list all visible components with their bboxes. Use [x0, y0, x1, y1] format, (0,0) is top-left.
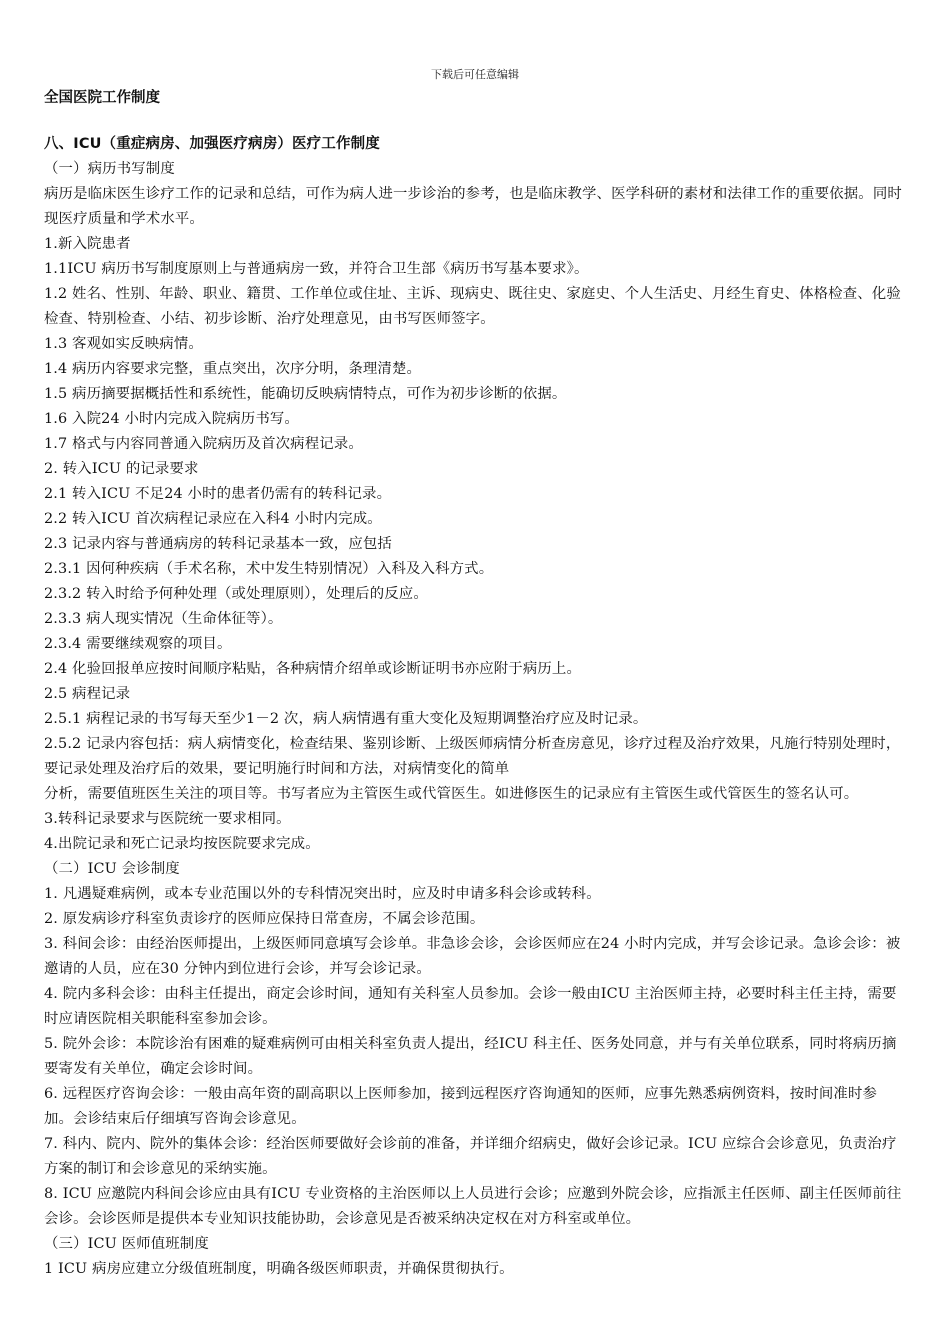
paragraph: 2. 原发病诊疗科室负责诊疗的医师应保持日常查房，不属会诊范围。: [44, 911, 485, 927]
paragraph: 1.7 格式与内容同普通入院病历及首次病程记录。: [44, 436, 363, 452]
paragraph: 7. 科内、院内、院外的集体会诊：经治医师要做好会诊前的准备，并详细介绍病史，做好会诊记录。ICU 应综合会诊意见，负责治疗方案的制订和会诊意见的采纳实施。: [44, 1136, 897, 1177]
paragraph: 3.转科记录要求与医院统一要求相同。: [44, 811, 291, 827]
document-title: 全国医院工作制度: [44, 90, 160, 106]
paragraph: 分析，需要值班医生关注的项目等。书写者应为主管医生或代管医生。如进修医生的记录应有主管医生或代管医生的签名认可。: [44, 786, 859, 802]
paragraph: 2.3.4 需要继续观察的项目。: [44, 636, 232, 652]
paragraph: 1.3 客观如实反映病情。: [44, 336, 203, 352]
paragraph: 1.1ICU 病历书写制度原则上与普通病房一致，并符合卫生部《病历书写基本要求》。: [44, 261, 589, 277]
paragraph: 1.2 姓名、性别、年龄、职业、籍贯、工作单位或住址、主诉、现病史、既往史、家庭史、个人生活史、月经生育史、体格检查、化验检查、特别检查、小结、初步诊断、治疗处理意见，由书写医师签字。: [44, 286, 901, 327]
paragraph: 2. 转入ICU 的记录要求: [44, 461, 199, 477]
paragraph: 1.4 病历内容要求完整，重点突出，次序分明，条理清楚。: [44, 361, 422, 377]
section-title: 八、ICU（重症病房、加强医疗病房）医疗工作制度: [44, 136, 380, 152]
paragraph: 1. 凡遇疑难病例，或本专业范围以外的专科情况突出时，应及时申请多科会诊或转科。: [44, 886, 601, 902]
paragraph: （三）ICU 医师值班制度: [44, 1236, 209, 1252]
paragraph: 2.3.1 因何种疾病（手术名称，术中发生特别情况）入科及入科方式。: [44, 561, 494, 577]
paragraph: 4. 院内多科会诊：由科主任提出，商定会诊时间，通知有关科室人员参加。会诊一般由ICU 主治医师主持，必要时科主任主持，需要时应请医院相关职能科室参加会诊。: [44, 986, 897, 1027]
paragraph: 2.4 化验回报单应按时间顺序粘贴，各种病情介绍单或诊断证明书亦应附于病历上。: [44, 661, 581, 677]
paragraph: 1.6 入院24 小时内完成入院病历书写。: [44, 411, 299, 427]
paragraph: 5. 院外会诊：本院诊治有困难的疑难病例可由相关科室负责人提出，经ICU 科主任、医务处同意，并与有关单位联系，同时将病历摘要寄发有关单位，确定会诊时间。: [44, 1036, 897, 1077]
paragraph: 1 ICU 病房应建立分级值班制度，明确各级医师职责，并确保贯彻执行。: [44, 1261, 514, 1277]
paragraph: （二）ICU 会诊制度: [44, 861, 180, 877]
paragraph: 2.5 病程记录: [44, 686, 131, 702]
paragraph: 2.3.2 转入时给予何种处理（或处理原则），处理后的反应。: [44, 586, 428, 602]
paragraph: 2.3 记录内容与普通病房的转科记录基本一致，应包括: [44, 536, 392, 552]
paragraph: 2.2 转入ICU 首次病程记录应在入科4 小时内完成。: [44, 511, 382, 527]
paragraph: 1.5 病历摘要据概括性和系统性，能确切反映病情特点，可作为初步诊断的依据。: [44, 386, 567, 402]
page-header: 下载后可任意编辑: [431, 68, 519, 81]
paragraph: 1.新入院患者: [44, 236, 131, 252]
paragraph: 2.5.1 病程记录的书写每天至少1－2 次，病人病情遇有重大变化及短期调整治疗应及时记录。: [44, 711, 648, 727]
paragraph: 2.3.3 病人现实情况（生命体征等）。: [44, 611, 283, 627]
paragraph: 3. 科间会诊：由经治医师提出，上级医师同意填写会诊单。非急诊会诊，会诊医师应在24 小时内完成，并写会诊记录。急诊会诊：被邀请的人员，应在30 分钟内到位进行会诊，并写会诊记录。: [44, 936, 901, 977]
paragraph: （一）病历书写制度: [44, 161, 175, 177]
paragraph-list: [44, 157, 902, 1282]
paragraph: 4.出院记录和死亡记录均按医院要求完成。: [44, 836, 320, 852]
paragraph: 病历是临床医生诊疗工作的记录和总结，可作为病人进一步诊治的参考，也是临床教学、医学科研的素材和法律工作的重要依据。同时现医疗质量和学术水平。: [44, 186, 902, 227]
paragraph: 8. ICU 应邀院内科间会诊应由具有ICU 专业资格的主治医师以上人员进行会诊；应邀到外院会诊，应指派主任医师、副主任医师前往会诊。会诊医师是提供本专业知识技能协助，会诊意见是否被采纳决定权在对方科室或单位。: [44, 1186, 902, 1227]
paragraph: 6. 远程医疗咨询会诊：一般由高年资的副高职以上医师参加，接到远程医疗咨询通知的医师，应事先熟悉病例资料，按时间准时参加。会诊结束后仔细填写咨询会诊意见。: [44, 1086, 878, 1127]
paragraph: 2.5.2 记录内容包括：病人病情变化，检查结果、鉴别诊断、上级医师病情分析查房意见，诊疗过程及治疗效果，凡施行特别处理时，要记录处理及治疗后的效果，要记明施行时间和方法，对病情变化的简单: [44, 736, 901, 777]
document-body: [44, 132, 902, 1282]
paragraph: 2.1 转入ICU 不足24 小时的患者仍需有的转科记录。: [44, 486, 392, 502]
